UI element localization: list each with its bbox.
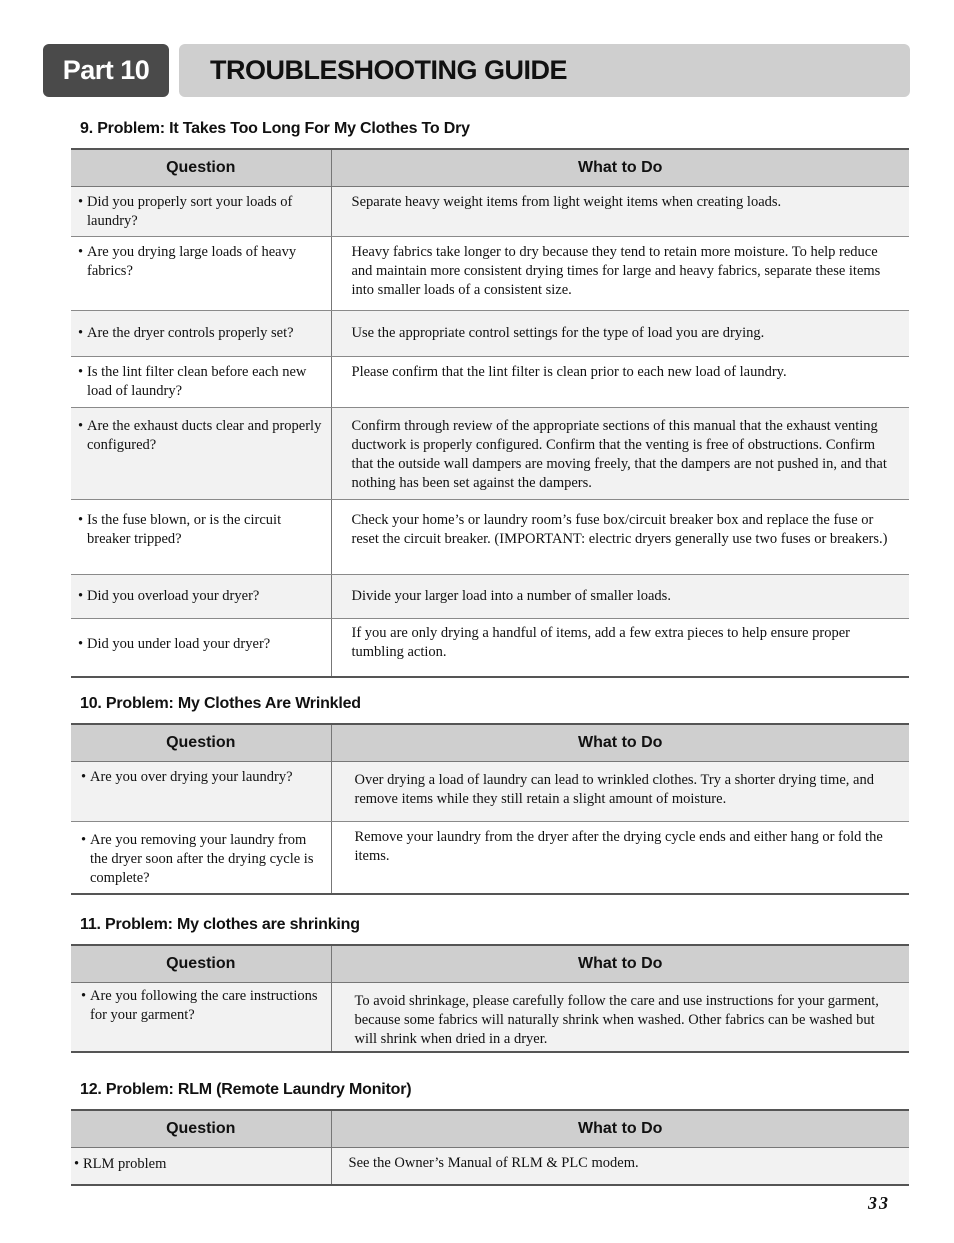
question-text: Are the dryer controls properly set?: [87, 325, 294, 341]
section-problem-12: [71, 1081, 909, 1186]
column-header-question: Question: [71, 724, 331, 762]
section-title: 10. Problem: My Clothes Are Wrinkled: [80, 695, 361, 712]
answer-text: Use the appropriate control settings for the type of load you are drying.: [331, 311, 909, 357]
section-problem-11: [71, 916, 909, 1053]
section-title: 9. Problem: It Takes Too Long For My Clothes To Dry: [80, 120, 470, 137]
question-text: Is the fuse blown, or is the circuit breaker tripped?: [87, 512, 282, 547]
table-row: • Is the fuse blown, or is the circuit breaker tripped? Check your home’s or laundry room’s fuse box/circuit breaker box and replace the fuse or reset the circuit breaker. (IMPORTANT: electric dryers generally use two fuses or breakers.): [71, 500, 909, 575]
section-title: 12. Problem: RLM (Remote Laundry Monitor): [80, 1081, 412, 1098]
answer-text: Check your home’s or laundry room’s fuse box/circuit breaker box and replace the fuse or reset the circuit breaker. (IMPORTANT: electric dryers generally use two fuses or breakers.): [331, 500, 909, 575]
section-problem-9: [71, 120, 909, 678]
column-header-question: Question: [71, 1110, 331, 1148]
table-row: • Is the lint filter clean before each new load of laundry? Please confirm that the lint filter is clean prior to each new load of laundry.: [71, 357, 909, 408]
table-row: • Are you removing your laundry from the dryer soon after the drying cycle is complete? Remove your laundry from the dryer after the drying cycle ends and either hang or fold the items.: [71, 822, 909, 894]
part-label: Part 10: [43, 44, 169, 97]
answer-text: Heavy fabrics take longer to dry because they tend to retain more moisture. To help reduce and maintain more consistent drying times for large and heavy fabrics, separate these items into smaller loads of a consistent size.: [331, 237, 909, 311]
table-row: • Are the exhaust ducts clear and properly configured? Confirm through review of the appropriate sections of this manual that the exhaust venting ductwork is properly configured. Confirm that the venting is free of obstructions. Confirm that the outside wall dampers are moving freely, that the dampers are not pushed in, and that nothing has been set against the dampers.: [71, 408, 909, 500]
answer-text: See the Owner’s Manual of RLM & PLC modem.: [331, 1148, 909, 1185]
answer-text: Remove your laundry from the dryer after the drying cycle ends and either hang or fold the items.: [331, 822, 909, 894]
question-text: Did you overload your dryer?: [87, 588, 260, 604]
question-text: RLM problem: [83, 1156, 167, 1172]
answer-text: If you are only drying a handful of items, add a few extra pieces to help ensure proper tumbling action.: [331, 619, 909, 677]
column-header-what-to-do: What to Do: [331, 149, 909, 187]
answer-text: Confirm through review of the appropriate sections of this manual that the exhaust venting ductwork is properly configured. Confirm that the venting is free of obstructions. Confirm that the outside wall dampers are moving freely, that the dampers are not pushed in, and that nothing has been set against the dampers.: [331, 408, 909, 500]
troubleshooting-table: [71, 148, 909, 678]
question-text: Are the exhaust ducts clear and properly configured?: [87, 418, 322, 453]
page-title-bar: [179, 44, 910, 97]
answer-text: Divide your larger load into a number of smaller loads.: [331, 575, 909, 619]
question-text: Did you under load your dryer?: [87, 636, 271, 652]
section-problem-10: [71, 695, 909, 895]
question-text: Are you following the care instructions for your garment?: [90, 988, 318, 1023]
table-row: • Did you properly sort your loads of laundry? Separate heavy weight items from light weight items when creating loads.: [71, 187, 909, 237]
answer-text: Please confirm that the lint filter is clean prior to each new load of laundry.: [331, 357, 909, 408]
table-row: • Did you under load your dryer? If you are only drying a handful of items, add a few extra pieces to help ensure proper tumbling action.: [71, 619, 909, 677]
question-text: Is the lint filter clean before each new load of laundry?: [87, 364, 307, 399]
troubleshooting-table: [71, 723, 909, 895]
answer-text: Over drying a load of laundry can lead to wrinkled clothes. Try a shorter drying time, and remove items while they still retain a slight amount of moisture.: [331, 762, 909, 822]
column-header-question: Question: [71, 149, 331, 187]
table-row: • Are you following the care instructions for your garment? To avoid shrinkage, please carefully follow the care and use instructions for your garment, because some fabrics will naturally shrink when washed. Other fabrics can be washed but will shrink when dried in a dryer.: [71, 983, 909, 1052]
question-text: Did you properly sort your loads of laundry?: [87, 194, 293, 229]
page-number: 33: [868, 1193, 890, 1213]
question-text: Are you drying large loads of heavy fabrics?: [87, 244, 297, 279]
table-row: • Are you over drying your laundry? Over drying a load of laundry can lead to wrinkled clothes. Try a shorter drying time, and remove items while they still retain a slight amount of moisture.: [71, 762, 909, 822]
answer-text: Separate heavy weight items from light weight items when creating loads.: [331, 187, 909, 237]
question-text: Are you removing your laundry from the dryer soon after the drying cycle is complete?: [90, 832, 314, 886]
section-title: 11. Problem: My clothes are shrinking: [80, 916, 360, 933]
table-row: • Did you overload your dryer? Divide your larger load into a number of smaller loads.: [71, 575, 909, 619]
column-header-what-to-do: What to Do: [331, 724, 909, 762]
troubleshooting-table: [71, 944, 909, 1053]
page-title: TROUBLESHOOTING GUIDE: [210, 55, 568, 85]
table-row: • Are the dryer controls properly set? Use the appropriate control settings for the type of load you are drying.: [71, 311, 909, 357]
table-row: • Are you drying large loads of heavy fabrics? Heavy fabrics take longer to dry because they tend to retain more moisture. To help reduce and maintain more consistent drying times for large and heavy fabrics, separate these items into smaller loads of a consistent size.: [71, 237, 909, 311]
column-header-question: Question: [71, 945, 331, 983]
answer-text: To avoid shrinkage, please carefully follow the care and use instructions for your garment, because some fabrics will naturally shrink when washed. Other fabrics can be washed but will shrink when dried in a dryer.: [331, 983, 909, 1052]
column-header-what-to-do: What to Do: [331, 1110, 909, 1148]
table-row: • RLM problem See the Owner’s Manual of RLM & PLC modem.: [71, 1148, 909, 1185]
question-text: Are you over drying your laundry?: [90, 769, 293, 785]
troubleshooting-table: [71, 1109, 909, 1186]
column-header-what-to-do: What to Do: [331, 945, 909, 983]
